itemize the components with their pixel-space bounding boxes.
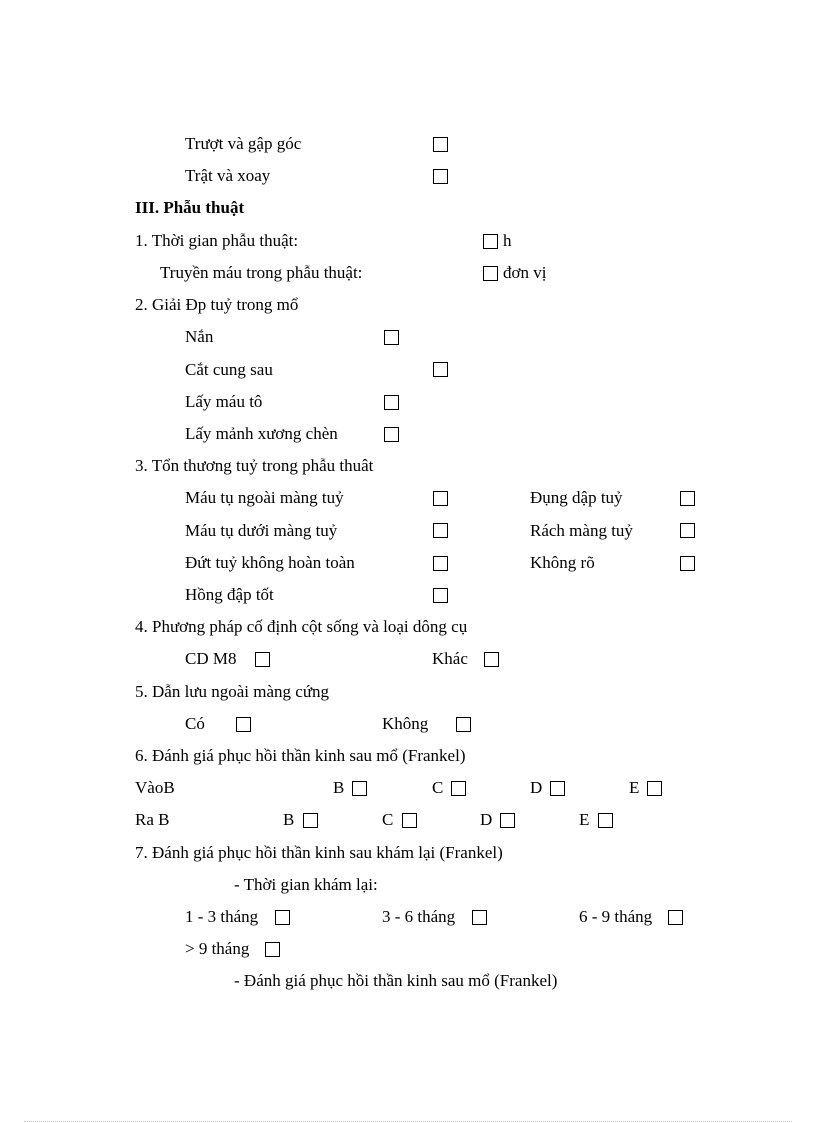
frankel-checkbox[interactable]	[352, 781, 367, 796]
time-option-checkbox[interactable]	[668, 910, 683, 925]
option-checkbox[interactable]	[433, 523, 448, 538]
surgery-duration-checkbox[interactable]	[483, 234, 498, 249]
frankel-in-label: VàoB	[135, 778, 175, 797]
option-checkbox[interactable]	[433, 588, 448, 603]
option-checkbox[interactable]	[680, 523, 695, 538]
frankel-grade-label: C	[432, 778, 444, 797]
frankel-checkbox[interactable]	[500, 813, 515, 828]
page-divider	[24, 1121, 792, 1122]
frankel-grade-label: B	[333, 778, 345, 797]
option-checkbox[interactable]	[433, 491, 448, 506]
time-option-checkbox[interactable]	[275, 910, 290, 925]
question-label: 7. Đánh giá phục hồi thần kinh sau khám lại (Frankel)	[135, 843, 503, 862]
frankel-grade-label: B	[283, 810, 295, 829]
option-checkbox[interactable]	[680, 556, 695, 571]
frankel-checkbox[interactable]	[598, 813, 613, 828]
option-label: Đụng dập tuỷ	[530, 488, 623, 507]
time-option-checkbox[interactable]	[472, 910, 487, 925]
option-label: Máu tụ dưới màng tuỷ	[185, 521, 338, 540]
unit-label: đơn vị	[503, 263, 547, 282]
frankel-grade-label: D	[480, 810, 493, 829]
fracture-type-label: Trật và xoay	[185, 166, 271, 185]
option-label: Cắt cung sau	[185, 360, 273, 379]
option-label: Không	[382, 714, 429, 733]
unit-label: h	[503, 231, 512, 250]
frankel-grade-label: D	[530, 778, 543, 797]
option-checkbox[interactable]	[255, 652, 270, 667]
question-label: 3. Tổn thương tuỷ trong phẫu thuât	[135, 456, 374, 475]
time-option-label: 3 - 6 tháng	[382, 907, 456, 926]
frankel-checkbox[interactable]	[402, 813, 417, 828]
fracture-type-checkbox[interactable]	[433, 169, 448, 184]
option-checkbox[interactable]	[236, 717, 251, 732]
question-label: 2. Giải Đp tuỷ trong mổ	[135, 295, 299, 314]
question-label: Truyền máu trong phẫu thuật:	[160, 263, 363, 282]
transfusion-checkbox[interactable]	[483, 266, 498, 281]
option-label: Khác	[432, 649, 468, 668]
option-checkbox[interactable]	[484, 652, 499, 667]
frankel-grade-label: E	[579, 810, 590, 829]
fracture-type-checkbox[interactable]	[433, 137, 448, 152]
time-option-label: > 9 tháng	[185, 939, 250, 958]
question-label: 6. Đánh giá phục hồi thần kinh sau mổ (Frankel)	[135, 746, 466, 765]
question-label: 1. Thời gian phẫu thuật:	[135, 231, 299, 250]
option-label: Rách màng tuỷ	[530, 521, 633, 540]
option-label: Máu tụ ngoài màng tuỷ	[185, 488, 344, 507]
option-label: CD M8	[185, 649, 237, 668]
question-label: 4. Phương pháp cố định cột sống và loại dông cụ	[135, 617, 468, 636]
question-label: 5. Dẫn lưu ngoài màng cứng	[135, 682, 330, 701]
option-label: Hồng đập tốt	[185, 585, 274, 604]
time-option-label: 6 - 9 tháng	[579, 907, 653, 926]
option-checkbox[interactable]	[384, 427, 399, 442]
frankel-checkbox[interactable]	[647, 781, 662, 796]
fracture-type-label: Trượt và gập góc	[185, 134, 302, 153]
section-heading: III. Phẫu thuật	[135, 198, 245, 217]
option-checkbox[interactable]	[456, 717, 471, 732]
option-label: Đứt tuỷ không hoàn toàn	[185, 553, 355, 572]
option-label: Lấy máu tô	[185, 392, 263, 411]
option-label: Lấy mảnh xương chèn	[185, 424, 338, 443]
option-label: Nắn	[185, 327, 214, 346]
time-option-label: 1 - 3 tháng	[185, 907, 259, 926]
option-checkbox[interactable]	[433, 362, 448, 377]
time-option-checkbox[interactable]	[265, 942, 280, 957]
frankel-checkbox[interactable]	[451, 781, 466, 796]
option-checkbox[interactable]	[384, 330, 399, 345]
option-label: Không rõ	[530, 553, 595, 572]
frankel-out-label: Ra B	[135, 810, 170, 829]
option-checkbox[interactable]	[680, 491, 695, 506]
frankel-grade-label: C	[382, 810, 394, 829]
frankel-checkbox[interactable]	[550, 781, 565, 796]
option-label: Có	[185, 714, 205, 733]
option-checkbox[interactable]	[433, 556, 448, 571]
frankel-grade-label: E	[629, 778, 640, 797]
sub-label: - Thời gian khám lại:	[234, 875, 378, 894]
frankel-checkbox[interactable]	[303, 813, 318, 828]
option-checkbox[interactable]	[384, 395, 399, 410]
sub-label: - Đánh giá phục hồi thần kinh sau mổ (Frankel)	[234, 971, 558, 990]
